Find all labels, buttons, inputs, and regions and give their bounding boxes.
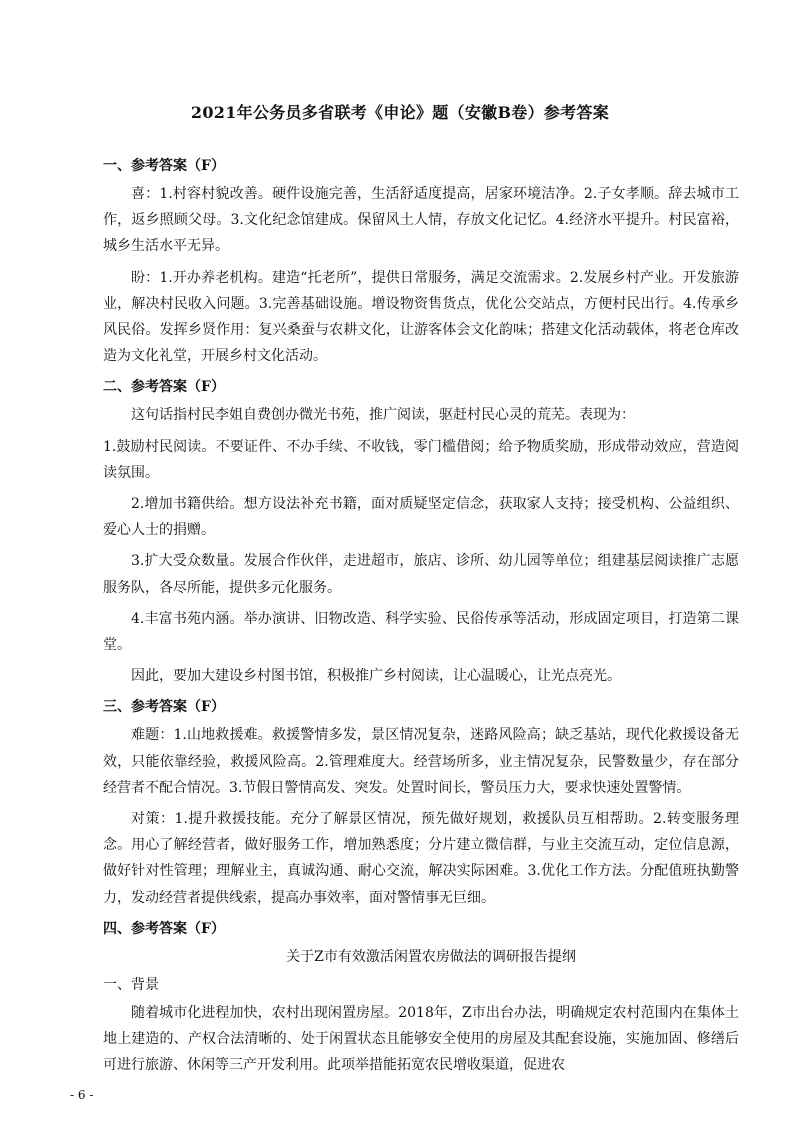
section-2-heading: 二、参考答案（F） — [103, 379, 225, 396]
section-2-paragraph-point-2: 2.增加书籍供给。想方设法补充书籍，面对质疑坚定信念，获取家人支持；接受机构、公益组织、爱心人士的捐赠。 — [103, 496, 739, 539]
section-2-paragraph-intro: 这句话指村民李姐自费创办微光书苑，推广阅读，驱赶村民心灵的荒芜。表现为： — [131, 407, 635, 424]
section-2-paragraph-point-4: 4.丰富书苑内涵。举办演讲、旧物改造、科学实验、民俗传承等活动，形成固定项目，打造第二课堂。 — [103, 610, 739, 654]
section-3-paragraph-measures: 对策：1.提升救援技能。充分了解景区情况，预先做好规划，救援队员互相帮助。2.转变服务理念。用心了解经营者，做好服务工作，增加熟悉度；分片建立微信群，与业主交流互动，定位信息源，做好针对性管理；理解业主，真诚沟通、耐心交流，解决实际困难。3.优化工作方法。分配值班执勤警力，发动经营者提供线索，提高办事效率，面对警情事无巨细。 — [103, 811, 739, 906]
section-3-paragraph-difficulties: 难题：1.山地救援难。救援警情多发，景区情况复杂，迷路风险高；缺乏基站，现代化救援设备无效，只能依靠经验，救援风险高。2.管理难度大。经营场所多，业主情况复杂，民警数量少，存在部分经营者不配合情况。3.节假日警情高发、突发。处置时间长，警员压力大，要求快速处置警情。 — [103, 727, 739, 796]
section-3-heading: 三、参考答案（F） — [103, 699, 225, 716]
report-outline-subheading: 一、背景 — [103, 976, 159, 993]
section-2-paragraph-point-1: 1.鼓励村民阅读。不要证件、不办手续、不收钱，零门槛借阅；给予物质奖励，形成带动效应，营造阅读氛围。 — [103, 438, 739, 481]
section-1-paragraph-xi: 喜：1.村容村貌改善。硬件设施完善，生活舒适度提高，居家环境洁净。2.子女孝顺。辞去城市工作，返乡照顾父母。3.文化纪念馆建成。保留风土人情，存放文化记忆。4.经济水平提升。村民富裕，城乡生活水平无异。 — [103, 186, 739, 255]
section-1-heading: 一、参考答案（F） — [103, 158, 225, 174]
section-4-heading: 四、参考答案（F） — [103, 920, 225, 937]
page-number: - 6 - — [70, 1088, 94, 1102]
section-2-paragraph-conclusion: 因此，要加大建设乡村图书馆，积极推广乡村阅读，让心温暖心，让光点亮光。 — [131, 668, 621, 685]
section-2-paragraph-point-3: 3.扩大受众数量。发展合作伙伴，走进超市，旅店、诊所、幼儿园等单位；组建基层阅读推广志愿服务队，各尽所能，提供多元化服务。 — [103, 553, 739, 596]
report-outline-title: 关于Z市有效激活闲置农房做法的调研报告提纲 — [286, 948, 576, 965]
section-1-paragraph-pan: 盼：1.开办养老机构。建造“托老所”，提供日常服务，满足交流需求。2.发展乡村产业。开发旅游业，解决村民收入问题。3.完善基础设施。增设物资售货点，优化公交站点，方便村民出行。4.传承乡风民俗。发挥乡贤作用：复兴桑蚕与农耕文化，让游客体会文化韵味；搭建文化活动载体，将老仓库改造为文化礼堂，开展乡村文化活动。 — [103, 269, 739, 365]
document-title: 2021年公务员多省联考《申论》题（安徽B卷）参考答案 — [190, 103, 610, 122]
document-body — [103, 153, 739, 1083]
section-4-paragraph-background: 随着城市化进程加快，农村出现闲置房屋。2018年，Z市出台办法，明确规定农村范围内在集体土地上建造的、产权合法清晰的、处于闲置状态且能够安全使用的房屋及其配套设施，实施加固、修缮后可进行旅游、休闲等三产开发利用。此项举措能拓宽农民增收渠道，促进农 — [103, 1004, 739, 1074]
